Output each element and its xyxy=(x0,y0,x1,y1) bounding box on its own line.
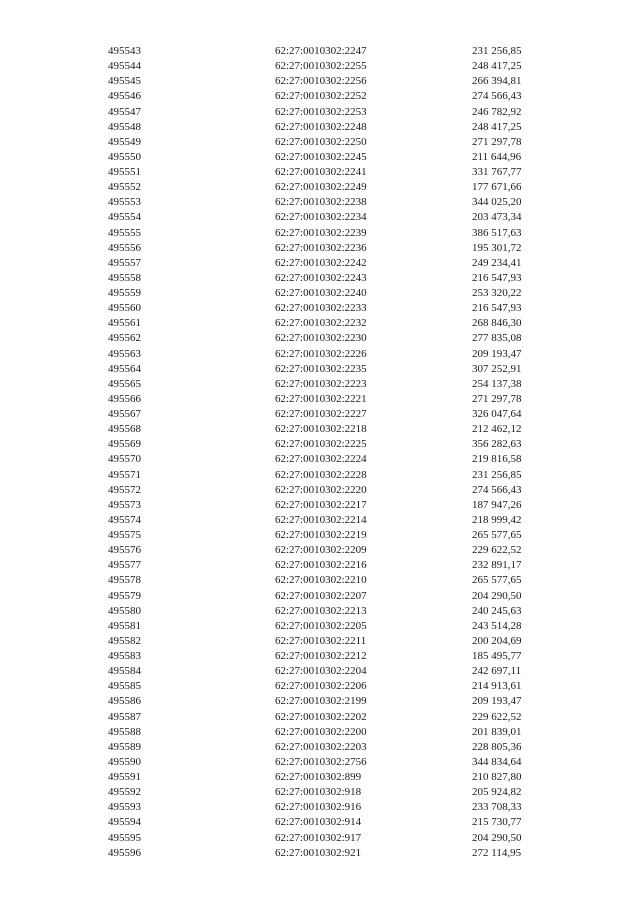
cadastral-number-cell: 62:27:0010302:2239 xyxy=(275,226,367,239)
cadastral-number-cell: 62:27:0010302:2211 xyxy=(275,634,367,647)
cadastral-value-cell: 274 566,43 xyxy=(472,90,522,103)
cadastral-number-cell: 62:27:0010302:916 xyxy=(275,801,362,814)
cadastral-value-cell: 248 417,25 xyxy=(472,120,522,133)
table-row xyxy=(108,831,538,846)
cadastral-value-cell: 209 193,47 xyxy=(472,695,522,708)
cadastral-value-cell: 187 947,26 xyxy=(472,498,522,511)
cadastral-number-cell: 62:27:0010302:2227 xyxy=(275,408,367,420)
row-number-cell: 495592 xyxy=(108,786,141,799)
cadastral-number-cell: 62:27:0010302:2250 xyxy=(275,135,367,148)
cadastral-value-cell: 242 697,11 xyxy=(472,665,522,678)
cadastral-number-cell: 62:27:0010302:914 xyxy=(275,816,362,829)
cadastral-number-cell: 62:27:0010302:2247 xyxy=(275,45,367,57)
cadastral-value-cell: 201 839,01 xyxy=(472,725,522,738)
table-row xyxy=(108,44,538,59)
cadastral-number-cell: 62:27:0010302:2199 xyxy=(275,695,367,708)
row-number-cell: 495596 xyxy=(108,846,141,859)
cadastral-number-cell: 62:27:0010302:2207 xyxy=(275,589,367,602)
row-number-cell: 495545 xyxy=(108,75,141,88)
cadastral-value-cell: 386 517,63 xyxy=(472,226,522,239)
row-number-cell: 495587 xyxy=(108,710,141,723)
cadastral-number-cell: 62:27:0010302:2249 xyxy=(275,181,367,194)
cadastral-value-cell: 229 622,52 xyxy=(472,544,522,557)
cadastral-number-cell: 62:27:0010302:2240 xyxy=(275,287,367,299)
row-number-cell: 495559 xyxy=(108,287,141,299)
table-row xyxy=(108,150,538,165)
cadastral-number-cell: 62:27:0010302:2236 xyxy=(275,241,367,254)
cadastral-number-cell: 62:27:0010302:2256 xyxy=(275,75,367,88)
cadastral-value-cell: 231 256,85 xyxy=(472,45,522,57)
cadastral-value-cell: 214 913,61 xyxy=(472,680,522,693)
row-number-cell: 495581 xyxy=(108,619,141,632)
table-row xyxy=(108,316,538,331)
row-number-cell: 495590 xyxy=(108,755,141,768)
row-number-cell: 495550 xyxy=(108,150,141,163)
table-row xyxy=(108,468,538,483)
table-row xyxy=(108,558,538,573)
cadastral-number-cell: 62:27:0010302:2212 xyxy=(275,650,367,662)
cadastral-value-cell: 254 137,38 xyxy=(472,377,522,390)
row-number-cell: 495564 xyxy=(108,362,141,375)
table-row xyxy=(108,301,538,316)
cadastral-value-cell: 277 835,08 xyxy=(472,332,522,345)
cadastral-value-cell: 204 290,50 xyxy=(472,831,522,844)
table-row xyxy=(108,694,538,709)
cadastral-value-cell: 195 301,72 xyxy=(472,241,522,254)
cadastral-number-cell: 62:27:0010302:2241 xyxy=(275,166,367,178)
row-number-cell: 495591 xyxy=(108,771,141,783)
row-number-cell: 495544 xyxy=(108,60,141,73)
cadastral-number-cell: 62:27:0010302:918 xyxy=(275,786,362,799)
cadastral-number-cell: 62:27:0010302:2253 xyxy=(275,105,367,118)
row-number-cell: 495594 xyxy=(108,816,141,829)
table-row xyxy=(108,589,538,604)
cadastral-number-cell: 62:27:0010302:2225 xyxy=(275,438,367,451)
cadastral-number-cell: 62:27:0010302:2221 xyxy=(275,392,367,405)
cadastral-number-cell: 62:27:0010302:2252 xyxy=(275,90,367,103)
cadastral-value-cell: 232 891,17 xyxy=(472,559,522,572)
table-row xyxy=(108,226,538,241)
cadastral-number-cell: 62:27:0010302:2234 xyxy=(275,211,367,224)
row-number-cell: 495576 xyxy=(108,544,141,557)
cadastral-value-cell: 210 827,80 xyxy=(472,771,522,783)
cadastral-number-cell: 62:27:0010302:2235 xyxy=(275,362,367,375)
row-number-cell: 495574 xyxy=(108,513,141,526)
cadastral-value-cell: 211 644,96 xyxy=(472,150,522,163)
table-row xyxy=(108,256,538,271)
table-row xyxy=(108,755,538,770)
cadastral-value-cell: 200 204,69 xyxy=(472,634,522,647)
table-row xyxy=(108,483,538,498)
cadastral-value-cell: 271 297,78 xyxy=(472,392,522,405)
cadastral-value-cell: 248 417,25 xyxy=(472,60,522,73)
cadastral-number-cell: 62:27:0010302:2218 xyxy=(275,423,367,436)
row-number-cell: 495578 xyxy=(108,574,141,587)
row-number-cell: 495556 xyxy=(108,241,141,254)
row-number-cell: 495552 xyxy=(108,181,141,194)
cadastral-value-cell: 344 834,64 xyxy=(472,755,522,768)
cadastral-value-table xyxy=(108,44,538,861)
cadastral-value-cell: 271 297,78 xyxy=(472,135,522,148)
cadastral-number-cell: 62:27:0010302:2756 xyxy=(275,755,367,768)
table-row xyxy=(108,710,538,725)
cadastral-number-cell: 62:27:0010302:2223 xyxy=(275,377,367,390)
cadastral-value-cell: 215 730,77 xyxy=(472,816,522,829)
row-number-cell: 495580 xyxy=(108,604,141,617)
row-number-cell: 495555 xyxy=(108,226,141,239)
table-row xyxy=(108,785,538,800)
cadastral-number-cell: 62:27:0010302:2245 xyxy=(275,150,367,163)
row-number-cell: 495551 xyxy=(108,166,141,178)
table-body xyxy=(108,44,538,861)
cadastral-number-cell: 62:27:0010302:2242 xyxy=(275,256,367,269)
table-row xyxy=(108,513,538,528)
cadastral-value-cell: 243 514,28 xyxy=(472,619,522,632)
cadastral-value-cell: 205 924,82 xyxy=(472,786,522,799)
table-row xyxy=(108,89,538,104)
table-row xyxy=(108,241,538,256)
cadastral-value-cell: 209 193,47 xyxy=(472,347,522,360)
cadastral-value-cell: 268 846,30 xyxy=(472,317,522,330)
cadastral-value-cell: 272 114,95 xyxy=(472,846,522,859)
table-row xyxy=(108,649,538,664)
table-row xyxy=(108,331,538,346)
cadastral-value-cell: 233 708,33 xyxy=(472,801,522,814)
cadastral-number-cell: 62:27:0010302:2220 xyxy=(275,483,367,496)
table-row xyxy=(108,74,538,89)
cadastral-value-cell: 266 394,81 xyxy=(472,75,522,88)
table-row xyxy=(108,437,538,452)
cadastral-number-cell: 62:27:0010302:2255 xyxy=(275,60,367,73)
cadastral-number-cell: 62:27:0010302:2205 xyxy=(275,619,367,632)
cadastral-number-cell: 62:27:0010302:2202 xyxy=(275,710,367,723)
row-number-cell: 495566 xyxy=(108,392,141,405)
cadastral-number-cell: 62:27:0010302:2233 xyxy=(275,302,367,315)
cadastral-number-cell: 62:27:0010302:2219 xyxy=(275,529,367,541)
row-number-cell: 495595 xyxy=(108,831,141,844)
cadastral-number-cell: 62:27:0010302:899 xyxy=(275,771,362,783)
cadastral-number-cell: 62:27:0010302:2214 xyxy=(275,513,367,526)
table-row xyxy=(108,679,538,694)
table-row xyxy=(108,195,538,210)
table-row xyxy=(108,377,538,392)
row-number-cell: 495557 xyxy=(108,256,141,269)
cadastral-value-cell: 356 282,63 xyxy=(472,438,522,451)
table-row xyxy=(108,422,538,437)
table-row xyxy=(108,664,538,679)
row-number-cell: 495562 xyxy=(108,332,141,345)
table-row xyxy=(108,362,538,377)
cadastral-value-cell: 216 547,93 xyxy=(472,302,522,315)
row-number-cell: 495588 xyxy=(108,725,141,738)
table-row xyxy=(108,165,538,180)
cadastral-value-cell: 212 462,12 xyxy=(472,423,522,436)
row-number-cell: 495563 xyxy=(108,347,141,360)
table-row xyxy=(108,271,538,286)
table-row xyxy=(108,573,538,588)
cadastral-number-cell: 62:27:0010302:917 xyxy=(275,831,362,844)
row-number-cell: 495571 xyxy=(108,468,141,481)
table-row xyxy=(108,740,538,755)
cadastral-value-cell: 344 025,20 xyxy=(472,196,522,209)
cadastral-value-cell: 307 252,91 xyxy=(472,362,522,375)
row-number-cell: 495553 xyxy=(108,196,141,209)
row-number-cell: 495561 xyxy=(108,317,141,330)
table-row xyxy=(108,59,538,74)
cadastral-number-cell: 62:27:0010302:2200 xyxy=(275,725,367,738)
row-number-cell: 495584 xyxy=(108,665,141,678)
table-row xyxy=(108,634,538,649)
cadastral-number-cell: 62:27:0010302:2228 xyxy=(275,468,367,481)
row-number-cell: 495547 xyxy=(108,105,141,118)
table-row xyxy=(108,498,538,513)
table-row xyxy=(108,347,538,362)
cadastral-number-cell: 62:27:0010302:2238 xyxy=(275,196,367,209)
cadastral-value-cell: 265 577,65 xyxy=(472,529,522,541)
cadastral-value-cell: 185 495,77 xyxy=(472,650,522,662)
cadastral-number-cell: 62:27:0010302:2209 xyxy=(275,544,367,557)
cadastral-value-cell: 228 805,36 xyxy=(472,740,522,753)
cadastral-number-cell: 62:27:0010302:2226 xyxy=(275,347,367,360)
table-row xyxy=(108,392,538,407)
cadastral-value-cell: 265 577,65 xyxy=(472,574,522,587)
table-row xyxy=(108,286,538,301)
cadastral-number-cell: 62:27:0010302:2206 xyxy=(275,680,367,693)
table-row xyxy=(108,800,538,815)
table-row xyxy=(108,815,538,830)
row-number-cell: 495546 xyxy=(108,90,141,103)
table-row xyxy=(108,210,538,225)
cadastral-value-cell: 331 767,77 xyxy=(472,166,522,178)
cadastral-value-cell: 219 816,58 xyxy=(472,453,522,466)
cadastral-value-cell: 253 320,22 xyxy=(472,287,522,299)
cadastral-number-cell: 62:27:0010302:2216 xyxy=(275,559,367,572)
row-number-cell: 495579 xyxy=(108,589,141,602)
table-row xyxy=(108,528,538,543)
row-number-cell: 495543 xyxy=(108,45,141,57)
cadastral-value-cell: 231 256,85 xyxy=(472,468,522,481)
row-number-cell: 495568 xyxy=(108,423,141,436)
table-row xyxy=(108,120,538,135)
cadastral-number-cell: 62:27:0010302:2213 xyxy=(275,604,367,617)
cadastral-number-cell: 62:27:0010302:2243 xyxy=(275,271,367,284)
row-number-cell: 495565 xyxy=(108,377,141,390)
table-row xyxy=(108,619,538,634)
table-row xyxy=(108,180,538,195)
cadastral-value-cell: 204 290,50 xyxy=(472,589,522,602)
table-row xyxy=(108,604,538,619)
row-number-cell: 495572 xyxy=(108,483,141,496)
cadastral-number-cell: 62:27:0010302:2203 xyxy=(275,740,367,753)
cadastral-number-cell: 62:27:0010302:2224 xyxy=(275,453,367,466)
cadastral-number-cell: 62:27:0010302:2230 xyxy=(275,332,367,345)
row-number-cell: 495583 xyxy=(108,650,141,662)
row-number-cell: 495575 xyxy=(108,529,141,541)
row-number-cell: 495589 xyxy=(108,740,141,753)
table-row xyxy=(108,135,538,150)
row-number-cell: 495569 xyxy=(108,438,141,451)
cadastral-number-cell: 62:27:0010302:2248 xyxy=(275,120,367,133)
row-number-cell: 495554 xyxy=(108,211,141,224)
row-number-cell: 495586 xyxy=(108,695,141,708)
cadastral-number-cell: 62:27:0010302:2204 xyxy=(275,665,367,678)
table-row xyxy=(108,725,538,740)
row-number-cell: 495570 xyxy=(108,453,141,466)
row-number-cell: 495560 xyxy=(108,302,141,315)
cadastral-number-cell: 62:27:0010302:921 xyxy=(275,846,362,859)
cadastral-number-cell: 62:27:0010302:2232 xyxy=(275,317,367,330)
row-number-cell: 495567 xyxy=(108,408,141,420)
cadastral-value-cell: 246 782,92 xyxy=(472,105,522,118)
row-number-cell: 495582 xyxy=(108,634,141,647)
table-row xyxy=(108,105,538,120)
table-row xyxy=(108,407,538,422)
cadastral-value-cell: 240 245,63 xyxy=(472,604,522,617)
cadastral-number-cell: 62:27:0010302:2210 xyxy=(275,574,367,587)
cadastral-value-cell: 177 671,66 xyxy=(472,181,522,194)
cadastral-value-cell: 218 999,42 xyxy=(472,513,522,526)
row-number-cell: 495549 xyxy=(108,135,141,148)
table-row xyxy=(108,543,538,558)
row-number-cell: 495558 xyxy=(108,271,141,284)
cadastral-value-cell: 203 473,34 xyxy=(472,211,522,224)
table-row xyxy=(108,770,538,785)
row-number-cell: 495585 xyxy=(108,680,141,693)
table-row xyxy=(108,846,538,861)
row-number-cell: 495573 xyxy=(108,498,141,511)
cadastral-value-cell: 216 547,93 xyxy=(472,271,522,284)
cadastral-value-cell: 249 234,41 xyxy=(472,256,522,269)
cadastral-number-cell: 62:27:0010302:2217 xyxy=(275,498,367,511)
row-number-cell: 495577 xyxy=(108,559,141,572)
row-number-cell: 495548 xyxy=(108,120,141,133)
table-row xyxy=(108,452,538,467)
cadastral-value-cell: 326 047,64 xyxy=(472,408,522,420)
row-number-cell: 495593 xyxy=(108,801,141,814)
cadastral-value-cell: 229 622,52 xyxy=(472,710,522,723)
cadastral-value-cell: 274 566,43 xyxy=(472,483,522,496)
